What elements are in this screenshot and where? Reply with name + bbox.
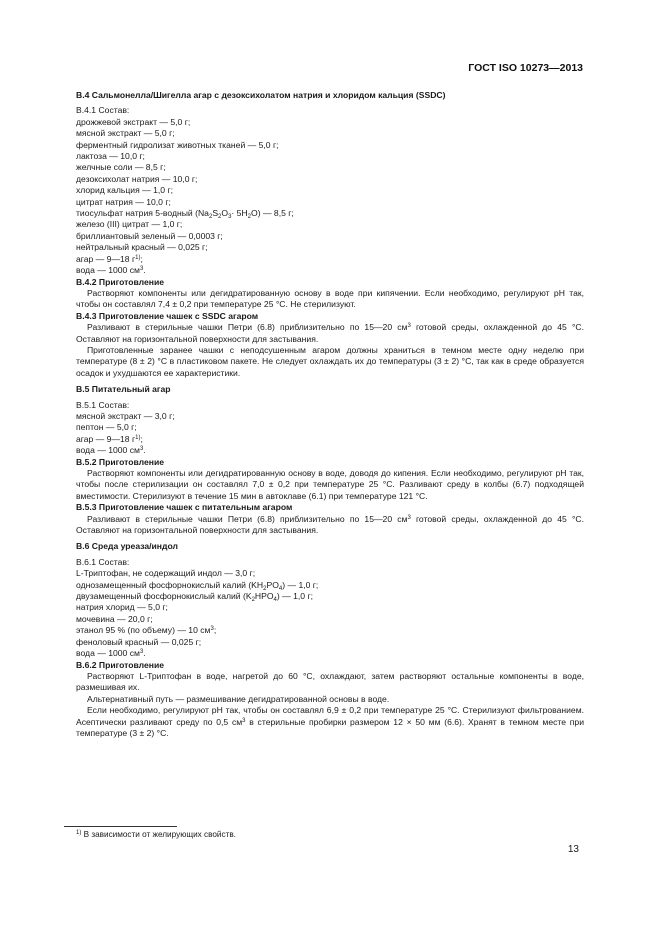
- list-item: нейтральный красный — 0,025 г;: [76, 242, 208, 253]
- text-span: этанол 95 % (по объему) — 10 см: [76, 625, 211, 636]
- subscript: 3: [228, 214, 232, 221]
- list-item-thiosulfate: [76, 208, 584, 219]
- list-item: цитрат натрия — 10,0 г;: [76, 196, 171, 207]
- text-span: ;: [140, 253, 143, 264]
- list-item: мясной экстракт — 5,0 г;: [76, 128, 175, 139]
- subsection-heading-b5-2: В.5.2 Приготовление: [76, 456, 165, 467]
- list-item-k2hpo4: [76, 591, 584, 602]
- subsection-heading-b5-3: В.5.3 Приготовление чашек с питательным агаром: [76, 502, 293, 513]
- subsection-heading-b6-2: В.6.2 Приготовление: [76, 659, 165, 670]
- subsection-heading-b4-2: В.4.2 Приготовление: [76, 276, 165, 287]
- text-span: вода — 1000 см: [76, 648, 140, 659]
- list-item: хлорид кальция — 1,0 г;: [76, 185, 173, 196]
- paragraph: Растворяют компоненты или дегидратированную основу в воде при кипячении. Если необходимо, регулируют pH так, чтобы он составлял 7,4 ± 0,2 при температуре 25 °C. Не стерилизуют.: [76, 287, 584, 310]
- subscript: 4: [278, 585, 283, 592]
- list-item: мочевина — 20,0 г;: [76, 613, 153, 624]
- text-span: O) — 8,5 г;: [251, 208, 294, 219]
- subscript: 2: [208, 214, 213, 221]
- text-span: Разливают в стерильные чашки Петри (6.8) приблизительно по 15—20 см: [87, 322, 408, 333]
- section-heading-b6: В.6 Среда уреаза/индол: [76, 541, 178, 552]
- text-span: S: [212, 208, 219, 219]
- text-span: .: [143, 265, 146, 276]
- list-item-kh2po4: [76, 580, 584, 591]
- text-span: Разливают в стерильные чашки Петри (6.8) приблизительно по 15—20 см: [87, 513, 408, 524]
- subscript: 2: [263, 585, 267, 592]
- subsection-heading-b4-3: В.4.3 Приготовление чашек с SSDC агаром: [76, 310, 259, 321]
- paragraph: [76, 322, 584, 345]
- list-item: натрия хлорид — 5,0 г;: [76, 602, 168, 613]
- text-span: агар — 9—18 г: [76, 433, 136, 444]
- text-span: ) — 1,0 г;: [282, 579, 319, 590]
- document-header: ГОСТ ISO 10273—2013: [468, 62, 583, 74]
- list-item-agar: [76, 254, 584, 265]
- list-item: железо (III) цитрат — 1,0 г;: [76, 219, 183, 230]
- text-span: .: [143, 648, 146, 659]
- paragraph: [76, 705, 584, 739]
- footnote-text: В зависимости от желирующих свойств.: [81, 830, 236, 839]
- text-span: вода — 1000 см: [76, 265, 140, 276]
- superscript: 3: [407, 514, 411, 521]
- subsection-b6-1: В.6.1 Состав:: [76, 556, 130, 567]
- paragraph: Приготовленные заранее чашки с неподсушенным агаром должны храниться в темном месте одну неделю при температуре (8 ± 2) °C в пластиковом пакете. Не следует охлаждать их до температуры (3 ± 2) °C, так как в среде образуется осадок и ухудшаются ее характеристики.: [76, 344, 584, 378]
- superscript: 3: [210, 626, 214, 633]
- list-item-water: [76, 265, 584, 276]
- superscript: 3: [139, 266, 144, 273]
- superscript: 3: [242, 717, 246, 724]
- text-span: однозамещенный фосфорнокислый калий (KH: [76, 579, 264, 590]
- list-item: желчные соли — 8,5 г;: [76, 162, 166, 173]
- document-body: [76, 90, 584, 739]
- subsection-b5-1: В.5.1 Состав:: [76, 399, 130, 410]
- text-span: готовой среды, охлажденной до 45 °C. Оставляют на горизонтальной поверхности для застывания.: [76, 513, 584, 536]
- text-span: Если необходимо, регулируют pH так, чтобы он составлял 6,9 ± 0,2 при температуре 25 °C. Стерилизуют фильтрованием. Асептически разливают среду по 0,5 см: [76, 705, 584, 727]
- paragraph: Растворяют L-Триптофан в воде, нагретой до 60 °C, охлаждают, затем растворяют остальные компоненты в воде, размешивая их.: [76, 670, 584, 693]
- list-item: ферментный гидролизат животных тканей — 5,0 г;: [76, 139, 279, 150]
- paragraph: Альтернативный путь — размешивание дегидратированной основы в воде.: [87, 693, 390, 704]
- list-item: дезоксихолат натрия — 10,0 г;: [76, 173, 198, 184]
- section-heading-b5: В.5 Питательный агар: [76, 384, 171, 395]
- list-item: лактоза — 10,0 г;: [76, 151, 145, 162]
- subscript: 2: [251, 597, 255, 604]
- text-span: .: [143, 445, 146, 456]
- text-span: PO: [266, 579, 279, 590]
- list-item: феноловый красный — 0,025 г;: [76, 636, 202, 647]
- text-span: O: [221, 208, 229, 219]
- subscript: 2: [247, 214, 252, 221]
- section-heading-b4: В.4 Сальмонелла/Шигелла агар с дезоксихолатом натрия и хлоридом кальция (SSDC): [76, 90, 446, 100]
- list-item: пептон — 5,0 г;: [76, 422, 137, 433]
- text-span: тиосульфат натрия 5-водный (Na: [76, 208, 209, 219]
- page-number: 13: [567, 844, 579, 855]
- footnote-mark: 1): [76, 830, 82, 836]
- list-item-water: [76, 648, 584, 659]
- text-span: HPO: [254, 591, 274, 602]
- text-span: · 5H: [231, 208, 248, 219]
- list-item: мясной экстракт — 3,0 г;: [76, 410, 175, 421]
- subscript: 2: [218, 214, 222, 221]
- superscript: 3: [407, 323, 411, 330]
- list-item-agar: [76, 434, 584, 445]
- list-item-water: [76, 445, 584, 456]
- subsection-b4-1: В.4.1 Состав:: [76, 105, 130, 116]
- list-item: бриллиантовый зеленый — 0,0003 г;: [76, 230, 223, 241]
- text-span: двузамещенный фосфорнокислый калий (K: [76, 591, 252, 602]
- text-span: агар — 9—18 г: [76, 253, 136, 264]
- text-span: ;: [213, 625, 217, 636]
- superscript: 3: [139, 446, 144, 453]
- superscript: 3: [139, 649, 144, 656]
- footnote-divider: [64, 826, 177, 827]
- footnote-ref: 1): [135, 434, 141, 441]
- subscript: 4: [273, 597, 277, 604]
- footnote-ref: 1): [135, 254, 141, 261]
- text-span: вода — 1000 см: [76, 445, 140, 456]
- footnote: [76, 830, 236, 839]
- text-span: готовой среды, охлажденной до 45 °C. Оставляют на горизонтальной поверхности для застывания.: [76, 322, 584, 344]
- text-span: ;: [140, 433, 143, 444]
- text-span: в стерильные пробирки размером 12 × 50 мм (6.6). Хранят в темном месте при температуре (3 ± 2) °C.: [76, 716, 584, 738]
- paragraph: Растворяют компоненты или дегидратированную основу в воде, доводя до кипения. Если необходимо, регулируют pH так, чтобы после стерилизации он составлял 7,0 ± 0,2 при температуре 25 °C. Разливают среду в колбы (6.7) подходящей вместимости. Стерилизуют в течение 15 мин в автоклаве (6.1) при температуре 121 °C.: [76, 468, 584, 501]
- text-span: ) — 1,0 г;: [276, 591, 313, 602]
- list-item-ethanol: [76, 625, 584, 636]
- list-item: дрожжевой экстракт — 5,0 г;: [76, 116, 191, 127]
- list-item: L-Триптофан, не содержащий индол — 3,0 г;: [76, 568, 256, 579]
- paragraph: [76, 514, 584, 537]
